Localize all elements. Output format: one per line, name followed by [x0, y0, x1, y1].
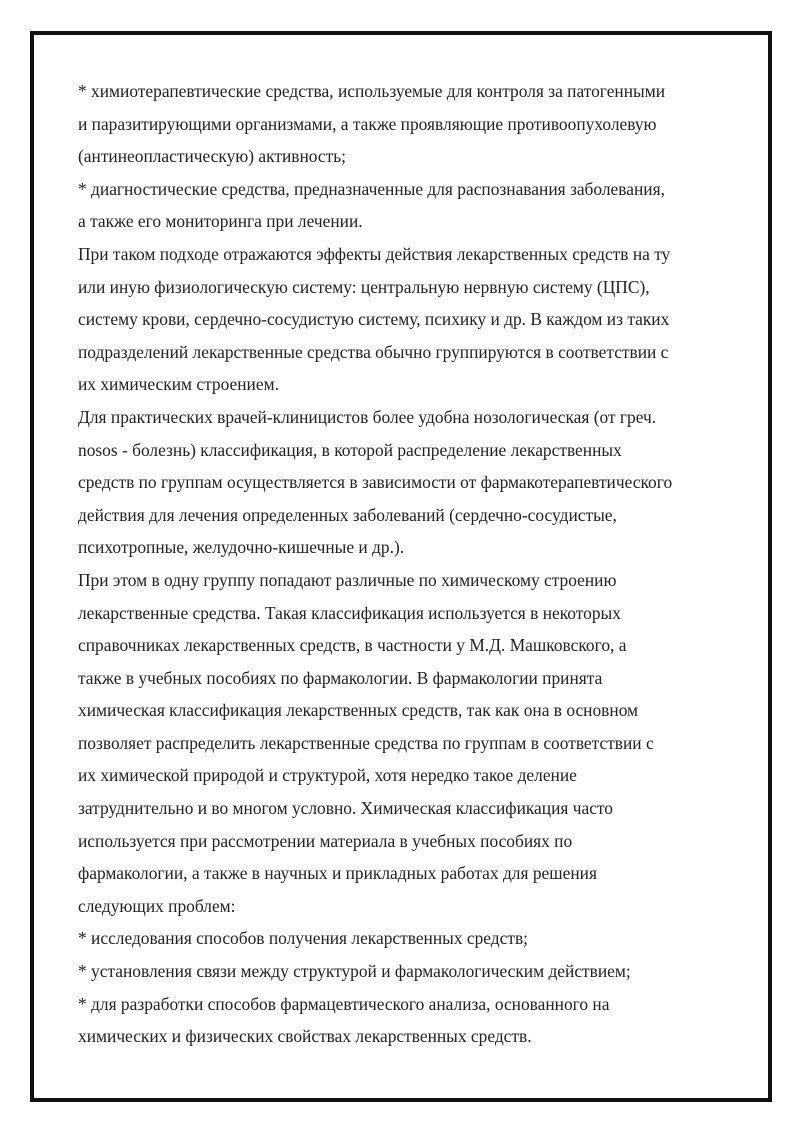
text-line: средств по группам осуществляется в зависимости от фармакотерапевтического	[78, 472, 673, 493]
text-line: следующих проблем:	[78, 895, 236, 916]
text-line: систему крови, сердечно-сосудистую систему, психику и др. В каждом из таких	[78, 309, 670, 330]
page-frame	[31, 32, 771, 1101]
text-line: справочниках лекарственных средств, в частности у М.Д. Машковского, а	[78, 635, 627, 656]
text-line: Для практических врачей-клиницистов более удобна нозологическая (от греч.	[78, 406, 657, 427]
text-line: также в учебных пособиях по фармакологии. В фармакологии принята	[78, 667, 603, 688]
text-line: и паразитирующими организмами, а также проявляющие противоопухолевую	[78, 113, 657, 134]
text-line: затруднительно и во многом условно. Химическая классификация часто	[78, 798, 613, 819]
text-line: лекарственные средства. Такая классификация используется в некоторых	[78, 602, 621, 623]
text-line: * установления связи между структурой и фармакологическим действием;	[78, 961, 631, 982]
text-line: химическая классификация лекарственных средств, так как она в основном	[78, 700, 639, 721]
text-line: или иную физиологическую систему: центральную нервную систему (ЦПС),	[78, 276, 650, 297]
text-line: действия для лечения определенных заболеваний (сердечно-сосудистые,	[78, 504, 617, 525]
text-line: используется при рассмотрении материала в учебных пособиях по	[78, 830, 573, 851]
text-line: психотропные, желудочно-кишечные и др.).	[78, 537, 405, 558]
text-line: (антинеопластическую) активность;	[78, 146, 346, 167]
text-line: При таком подходе отражаются эффекты действия лекарственных средств на ту	[78, 243, 671, 264]
text-line: подразделений лекарственные средства обычно группируются в соответствии с	[78, 341, 669, 362]
text-line: При этом в одну группу попадают различные по химическому строению	[78, 569, 617, 590]
document-text	[78, 75, 738, 1053]
text-line: * химиотерапевтические средства, используемые для контроля за патогенными	[78, 81, 666, 101]
text-line: фармакологии, а также в научных и прикладных работах для решения	[78, 863, 597, 884]
text-line: а также его мониторинга при лечении.	[78, 211, 363, 232]
text-line: * диагностические средства, предназначенные для распознавания заболевания,	[78, 178, 665, 199]
text-line: * для разработки способов фармацевтического анализа, основанного на	[78, 993, 610, 1014]
text-line: * исследования способов получения лекарственных средств;	[78, 928, 528, 949]
text-line: их химическим строением.	[78, 374, 279, 395]
text-line: nosos - болезнь) классификация, в которой распределение лекарственных	[78, 439, 622, 460]
text-line: позволяет распределить лекарственные средства по группам в соответствии с	[78, 732, 654, 753]
text-line: их химической природой и структурой, хотя нередко такое деление	[78, 765, 577, 786]
text-line: химических и физических свойствах лекарственных средств.	[78, 1026, 532, 1047]
